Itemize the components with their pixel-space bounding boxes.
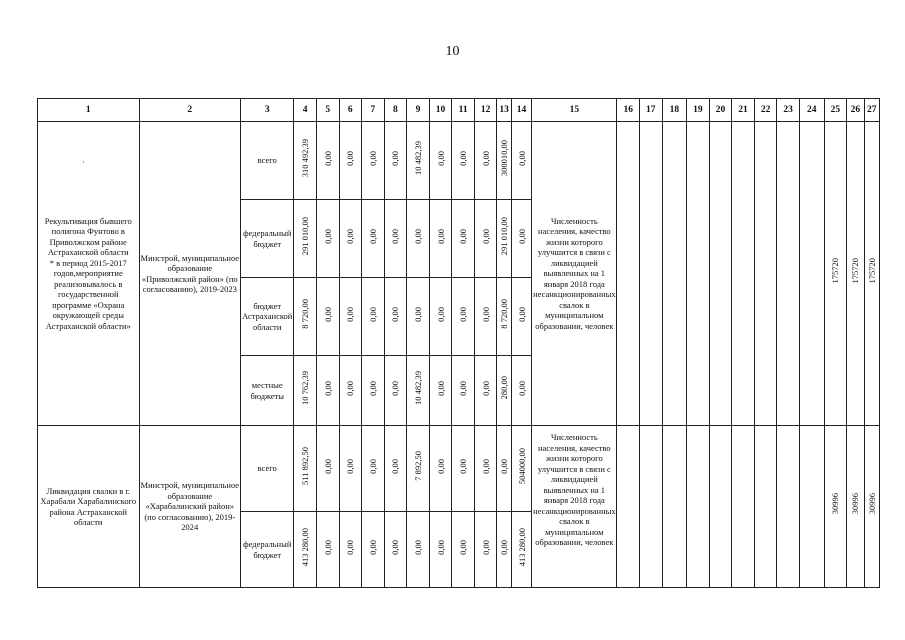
amount-cell [511, 356, 532, 426]
amount-value: 310 492,39 [300, 138, 311, 178]
amount-cell [474, 356, 497, 426]
amount-cell [452, 122, 475, 200]
amount-value: 0,00 [480, 306, 491, 322]
amount-cell [294, 356, 317, 426]
amount-cell [384, 356, 407, 426]
amount-cell [429, 512, 452, 588]
amount-value: 0,00 [516, 380, 527, 396]
amount-value: 0,00 [367, 228, 378, 244]
amount-cell [407, 426, 430, 512]
amount-cell [511, 426, 532, 512]
amount-cell [474, 278, 497, 356]
executor: Минстрой, муниципальное образование «Харабалинский район» (по согласованию), 2019-2024 [139, 426, 241, 588]
amount-cell [497, 512, 511, 588]
amount-value: 0,00 [516, 228, 527, 244]
target-v26 [847, 122, 864, 426]
empty-col-24 [799, 122, 824, 426]
amount-cell [294, 512, 317, 588]
amount-cell [429, 426, 452, 512]
amount-cell [407, 278, 430, 356]
amount-value: 0,00 [458, 458, 469, 474]
amount-value: 0,00 [390, 380, 401, 396]
amount-cell [339, 278, 362, 356]
amount-cell [407, 512, 430, 588]
header-col-4: 4 [294, 99, 317, 122]
empty-col-18 [662, 122, 687, 426]
amount-value: 0,00 [435, 150, 446, 166]
indicator: Численность населения, качество жизни которого улучшится в связи с ликвидацией выявленных на 1 января 2018 года несанкционированных свалок в муниципальном образовании, человек [532, 426, 617, 588]
amount-cell [339, 122, 362, 200]
amount-value: 0,00 [435, 228, 446, 244]
amount-cell [362, 200, 385, 278]
amount-cell [384, 122, 407, 200]
amount-cell [452, 356, 475, 426]
amount-cell [316, 512, 339, 588]
amount-value: 413 280,00 [516, 527, 527, 567]
header-col-2: 2 [139, 99, 241, 122]
header-col-12: 12 [474, 99, 497, 122]
amount-value: 0,00 [345, 306, 356, 322]
amount-value: 0,00 [390, 458, 401, 474]
amount-cell [316, 356, 339, 426]
stray-dot: · [82, 158, 85, 167]
amount-cell [384, 426, 407, 512]
header-col-26: 26 [847, 99, 864, 122]
amount-cell [452, 512, 475, 588]
amount-cell [362, 278, 385, 356]
amount-value: 7 892,50 [412, 451, 423, 481]
amount-cell [497, 278, 511, 356]
amount-cell [429, 200, 452, 278]
amount-value: 0,00 [322, 380, 333, 396]
amount-value: 504000,00 [516, 447, 527, 485]
empty-col-23 [777, 426, 800, 588]
amount-value: 10 762,39 [300, 371, 311, 405]
empty-col-21 [732, 426, 755, 588]
amount-value: 0,00 [390, 228, 401, 244]
amount-value: 280,00 [499, 376, 510, 400]
empty-col-20 [709, 426, 732, 588]
amount-cell [407, 122, 430, 200]
amount-value: 0,00 [480, 458, 491, 474]
amount-value: 0,00 [367, 380, 378, 396]
table-row [38, 122, 880, 200]
empty-col-18 [662, 426, 687, 588]
empty-col-16 [617, 122, 640, 426]
amount-cell [511, 122, 532, 200]
target-v26 [847, 426, 864, 588]
executor: Минстрой, муниципальное образование «Приволжский район» (по согласованию), 2019-2023 [139, 122, 241, 426]
amount-cell [511, 200, 532, 278]
amount-cell [294, 426, 317, 512]
amount-cell [316, 200, 339, 278]
amount-value: 0,00 [435, 539, 446, 555]
amount-value: 413 280,00 [300, 527, 311, 567]
header-col-6: 6 [339, 99, 362, 122]
amount-value: 0,00 [345, 228, 356, 244]
empty-col-24 [799, 426, 824, 588]
amount-cell [497, 356, 511, 426]
funding-source: федеральный бюджет [241, 512, 294, 588]
amount-value: 0,00 [345, 458, 356, 474]
amount-value: 0,00 [345, 539, 356, 555]
amount-cell [474, 122, 497, 200]
empty-col-22 [754, 122, 777, 426]
amount-value: 0,00 [458, 380, 469, 396]
amount-value: 0,00 [390, 306, 401, 322]
empty-col-19 [687, 122, 710, 426]
header-col-27: 27 [864, 99, 879, 122]
target-v27 [864, 426, 879, 588]
empty-col-20 [709, 122, 732, 426]
measure-name [38, 122, 140, 426]
funding-source: федеральный бюджет [241, 200, 294, 278]
header-col-17: 17 [639, 99, 662, 122]
header-col-10: 10 [429, 99, 452, 122]
amount-value: 291 010,00 [499, 216, 510, 256]
table-row [38, 426, 880, 512]
amount-cell [362, 512, 385, 588]
measure-name-text: Рекультивация бывшего полигона Фунтово в Приволжском районе Астраханской области * в период 2015-2017 годов,мероприятие реализовывалось в государственной программе «Охрана окружающей среды Астраханской области» [44, 215, 132, 331]
amount-value: 0,00 [480, 380, 491, 396]
amount-cell [429, 122, 452, 200]
header-row [38, 99, 880, 122]
page-number: 10 [445, 44, 460, 59]
amount-value: 0,00 [458, 306, 469, 322]
amount-cell [384, 512, 407, 588]
amount-value: 300010,00 [499, 139, 510, 177]
header-col-15: 15 [532, 99, 617, 122]
amount-value: 0,00 [499, 539, 510, 555]
amount-value: 0,00 [516, 306, 527, 322]
measure-name [38, 426, 140, 588]
target-value: 30996 [866, 493, 877, 515]
amount-cell [339, 356, 362, 426]
amount-cell [362, 426, 385, 512]
header-col-13: 13 [497, 99, 511, 122]
header-col-11: 11 [452, 99, 475, 122]
amount-cell [339, 426, 362, 512]
amount-cell [294, 278, 317, 356]
header-col-21: 21 [732, 99, 755, 122]
header-col-3: 3 [241, 99, 294, 122]
empty-col-16 [617, 426, 640, 588]
amount-value: 0,00 [480, 539, 491, 555]
amount-cell [384, 278, 407, 356]
amount-cell [339, 512, 362, 588]
header-col-19: 19 [687, 99, 710, 122]
amount-value: 0,00 [480, 228, 491, 244]
amount-value: 0,00 [390, 150, 401, 166]
amount-cell [384, 200, 407, 278]
amount-value: 0,00 [322, 306, 333, 322]
amount-cell [429, 356, 452, 426]
measure-name-text: Ликвидация свалки в г. Харабали Харабалинского района Астраханской области [40, 485, 137, 527]
amount-cell [294, 200, 317, 278]
program-table [37, 98, 880, 588]
amount-value: 0,00 [435, 306, 446, 322]
amount-cell [452, 426, 475, 512]
amount-value: 8 720,00 [300, 299, 311, 329]
amount-cell [362, 122, 385, 200]
header-col-24: 24 [799, 99, 824, 122]
amount-cell [316, 278, 339, 356]
amount-value: 0,00 [367, 539, 378, 555]
amount-value: 0,00 [345, 380, 356, 396]
amount-value: 0,00 [367, 150, 378, 166]
empty-col-19 [687, 426, 710, 588]
amount-value: 0,00 [458, 150, 469, 166]
amount-value: 0,00 [435, 380, 446, 396]
amount-cell [316, 122, 339, 200]
amount-value: 0,00 [345, 150, 356, 166]
amount-value: 0,00 [367, 306, 378, 322]
header-col-20: 20 [709, 99, 732, 122]
amount-cell [474, 426, 497, 512]
header-col-8: 8 [384, 99, 407, 122]
header-col-16: 16 [617, 99, 640, 122]
amount-cell [497, 426, 511, 512]
empty-col-22 [754, 426, 777, 588]
target-v25 [824, 122, 847, 426]
target-value: 175720 [830, 258, 841, 284]
header-col-23: 23 [777, 99, 800, 122]
amount-cell [429, 278, 452, 356]
header-col-14: 14 [511, 99, 532, 122]
amount-value: 0,00 [458, 539, 469, 555]
amount-cell [497, 200, 511, 278]
amount-value: 0,00 [435, 458, 446, 474]
amount-value: 10 482,39 [412, 371, 423, 405]
amount-cell [316, 426, 339, 512]
header-col-22: 22 [754, 99, 777, 122]
header-col-9: 9 [407, 99, 430, 122]
empty-col-21 [732, 122, 755, 426]
header-col-18: 18 [662, 99, 687, 122]
funding-source: всего [241, 426, 294, 512]
amount-value: 0,00 [322, 539, 333, 555]
target-value: 30996 [850, 493, 861, 515]
header-col-5: 5 [316, 99, 339, 122]
indicator: Численность населения, качество жизни которого улучшится в связи с ликвидацией выявленных на 1 января 2018 года несанкционированных свалок в муниципальном образовании, человек [532, 122, 617, 426]
target-value: 30996 [830, 493, 841, 515]
target-value: 175720 [866, 258, 877, 284]
amount-value: 0,00 [412, 228, 423, 244]
amount-cell [452, 278, 475, 356]
empty-col-23 [777, 122, 800, 426]
amount-cell [407, 200, 430, 278]
amount-cell [474, 200, 497, 278]
amount-value: 0,00 [412, 539, 423, 555]
amount-cell [474, 512, 497, 588]
amount-value: 0,00 [322, 228, 333, 244]
amount-value: 8 720,00 [499, 299, 510, 329]
amount-cell [407, 356, 430, 426]
target-v27 [864, 122, 879, 426]
target-value: 175720 [850, 258, 861, 284]
amount-value: 0,00 [458, 228, 469, 244]
amount-value: 0,00 [480, 150, 491, 166]
amount-cell [294, 122, 317, 200]
funding-source: местные бюджеты [241, 356, 294, 426]
empty-col-17 [639, 426, 662, 588]
amount-cell [511, 512, 532, 588]
amount-value: 0,00 [322, 458, 333, 474]
amount-value: 0,00 [367, 458, 378, 474]
target-v25 [824, 426, 847, 588]
amount-value: 10 482,39 [412, 141, 423, 175]
amount-cell [511, 278, 532, 356]
funding-source: всего [241, 122, 294, 200]
empty-col-17 [639, 122, 662, 426]
amount-cell [452, 200, 475, 278]
amount-value: 0,00 [499, 458, 510, 474]
header-col-25: 25 [824, 99, 847, 122]
amount-cell [339, 200, 362, 278]
amount-cell [497, 122, 511, 200]
amount-value: 0,00 [412, 306, 423, 322]
amount-value: 0,00 [322, 150, 333, 166]
header-col-1: 1 [38, 99, 140, 122]
amount-value: 511 892,50 [300, 447, 311, 485]
funding-source: бюджет Астраханской области [241, 278, 294, 356]
amount-cell [362, 356, 385, 426]
amount-value: 0,00 [390, 539, 401, 555]
amount-value: 291 010,00 [300, 216, 311, 256]
amount-value: 0,00 [516, 150, 527, 166]
header-col-7: 7 [362, 99, 385, 122]
